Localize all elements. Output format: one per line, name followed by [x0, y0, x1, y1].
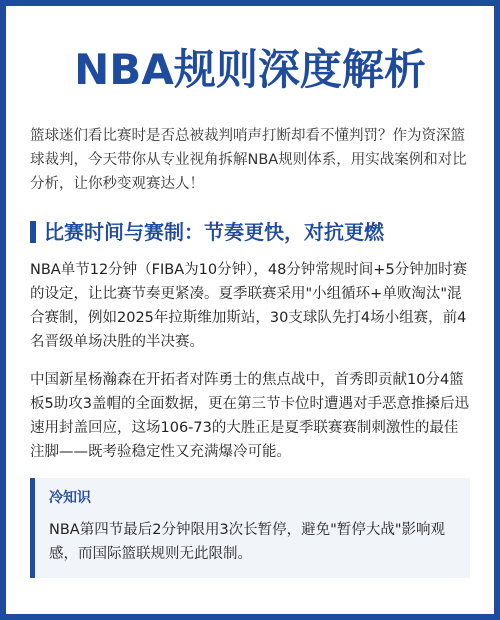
section-paragraph-1: NBA单节12分钟（FIBA为10分钟），48分钟常规时间+5分钟加时赛的设定，让比赛节奏更紧凑。夏季联赛采用"小组循环+单败淘汰"混合赛制，例如2025年拉斯维加斯站，30支球队先打4场小组赛，前4名晋级单场决胜的半决赛。	[30, 262, 468, 350]
page-title: NBA规则深度解析	[74, 45, 426, 94]
trivia-title: 冷知识	[49, 490, 91, 506]
section-heading-text: 比赛时间与赛制：节奏更快，对抗更燃	[44, 220, 384, 244]
frame-border-bottom	[0, 614, 500, 620]
trivia-box	[30, 478, 470, 578]
frame-border-left	[0, 0, 6, 620]
article-content	[30, 44, 470, 578]
section-paragraph-2: 中国新星杨瀚森在开拓者对阵勇士的焦点战中，首秀即贡献10分4篮板5助攻3盖帽的全面数据，更在第三节卡位时遭遇对手恶意推搡后迅速用封盖回应，这场106-73的大胜正是夏季联赛赛制刺激性的最佳注脚——既考验稳定性又充满爆冷可能。	[30, 372, 469, 460]
intro-paragraph: 篮球迷们看比赛时是否总被裁判哨声打断却看不懂判罚？作为资深篮球裁判，今天带你从专业视角拆解NBA规则体系，用实战案例和对比分析，让你秒变观赛达人！	[30, 128, 467, 192]
trivia-text: NBA第四节最后2分钟限用3次长暂停，避免"暂停大战"影响观感，而国际篮联规则无此限制。	[49, 522, 446, 562]
frame-border-top	[0, 0, 500, 6]
section-heading-accent-bar	[30, 221, 36, 243]
section-heading	[30, 218, 470, 246]
frame-border-right	[494, 0, 500, 620]
